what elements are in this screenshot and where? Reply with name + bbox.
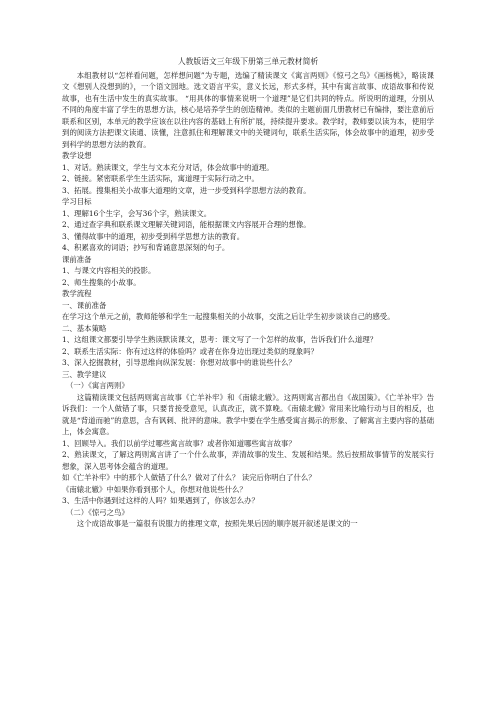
section-heading-design: 教学设想 — [62, 151, 92, 160]
body-paragraph: 在学习这个单元之前，教师能够和学生一起搜集相关的小故事，交流之后让学生初步谈谈自己的感受。 — [62, 312, 395, 321]
list-item: 3、生活中你遇到过这样的人吗？如果遇到了，你该怎么办？ — [62, 496, 259, 505]
list-item: 1、回顾导入。我们以前学过哪些寓言故事？或者你知道哪些寓言故事？ — [62, 438, 296, 448]
list-item: 2、链接。紧密联系学生生活实际，寓道理于实际行动之中。 — [62, 174, 259, 183]
lesson-heading: （二）《惊弓之鸟》 — [66, 507, 129, 517]
subsection-heading: 二、基本策略 — [62, 323, 107, 333]
subsection-heading: 三、教学建议 — [62, 369, 107, 379]
list-item: 1、与课文内容相关的投影。 — [62, 266, 156, 275]
list-item: 3、深入挖掘教材，引导思维向纵深发展：你想对故事中的谁说些什么？ — [62, 358, 296, 367]
section-heading-goals: 学习目标 — [62, 197, 92, 206]
list-item: 3、拓展。搜集相关小故事大道理的文章，进一步受到科学思想方法的教育。 — [62, 185, 311, 195]
body-paragraph: 这个成语故事是一篇很有说服力的推理文章，按照先果后因的顺序展开叙述是课文的一 — [76, 519, 358, 528]
list-item: 2、熟读课文，了解这两则寓言讲了一个什么故事，弄清故事的发生、发展和结果。然后按照故事情节的发展实行想象，深入思考体会蕴含的道理。 — [62, 450, 434, 471]
list-item: 2、联系生活实际：你有过这样的体验吗？或者在你身边出现过类似的现象吗？ — [62, 346, 318, 356]
section-heading-flow: 教学流程 — [62, 289, 92, 298]
list-item: 1、理解16个生字，会写36个字，熟读课文。 — [62, 208, 212, 218]
list-item: 1、对话。熟读课文，学生与文本充分对话，体会故事中的道理。 — [62, 162, 274, 172]
list-item: 《南辕北辙》中如果你看到那个人，你想对他说些什么？ — [62, 484, 247, 494]
list-item: 2、师生搜集的小故事。 — [62, 277, 141, 287]
list-item: 3、懂得故事中的道理，初步受到科学思想方法的教育。 — [62, 231, 245, 241]
lesson-heading: （一）《寓言两则》 — [66, 381, 129, 390]
subsection-heading: 一、课前准备 — [62, 300, 107, 310]
section-heading-prep: 课前准备 — [62, 254, 92, 264]
body-paragraph: 这篇精读课文包括两则寓言故事《亡羊补牢》和《南辕北辙》。这两则寓言都出自《战国策》。《亡羊补牢》告诉我们：一个人做错了事，只要肯接受意见，认真改正，就不算晚。《南辕北辙》常用来比喻行动与目的相反，也就是“背道而驰”的意思，含有讽刺、批评的意味。教学中要在学生感受寓言揭示的形象、了解寓言主要内容的基础上，体会寓意。 — [62, 392, 434, 436]
intro-paragraph: 本组教材以“怎样看问题，怎样想问题”为专题，选编了精读课文《寓言两则》《惊弓之鸟》《画杨桃》，略读课文《想别人没想到的》，一个语文园地。选文语言平实，意义长远，形式多样，其中有寓言故事、成语故事和传说故事，也有生活中发生的真实故事。 “用具体的事情来说明一个道理”是它们共同的特点。所说明的道理，分别从不同的角度丰富了学生的思想方法，核心是培养学生的创造精神。类似的主题前面几册教材已有编排，要注意前后联系和区别，本单元的教学应该在以往内容的基础上有所扩展，持续提升要求。教学时，教师要以读为本，使用学到的阅读方法把课文读通、读懂，注意抓住和理解课文中的关键词句，联系生活实际，体会故事中的道理，初步受到科学的思想方法的教育。 — [62, 70, 434, 149]
list-item: 1、这组课文都要引导学生熟读默读课文，思考：课文写了一个怎样的故事，告诉我们什么道理？ — [62, 335, 378, 344]
list-item: 2、通过查字典和联系课文理解关键词语，能根据课文内容展开合理的想像。 — [62, 220, 311, 229]
list-item: 4、积累喜欢的词语；抄写和背诵意思深刻的句子。 — [62, 243, 230, 252]
document-title: 人教版语文三年级下册第三单元教材简析 — [177, 57, 319, 66]
list-item: 如《亡羊补牢》中的那个人做错了什么？做对了什么？ 读完后你明白了什么？ — [62, 473, 316, 482]
